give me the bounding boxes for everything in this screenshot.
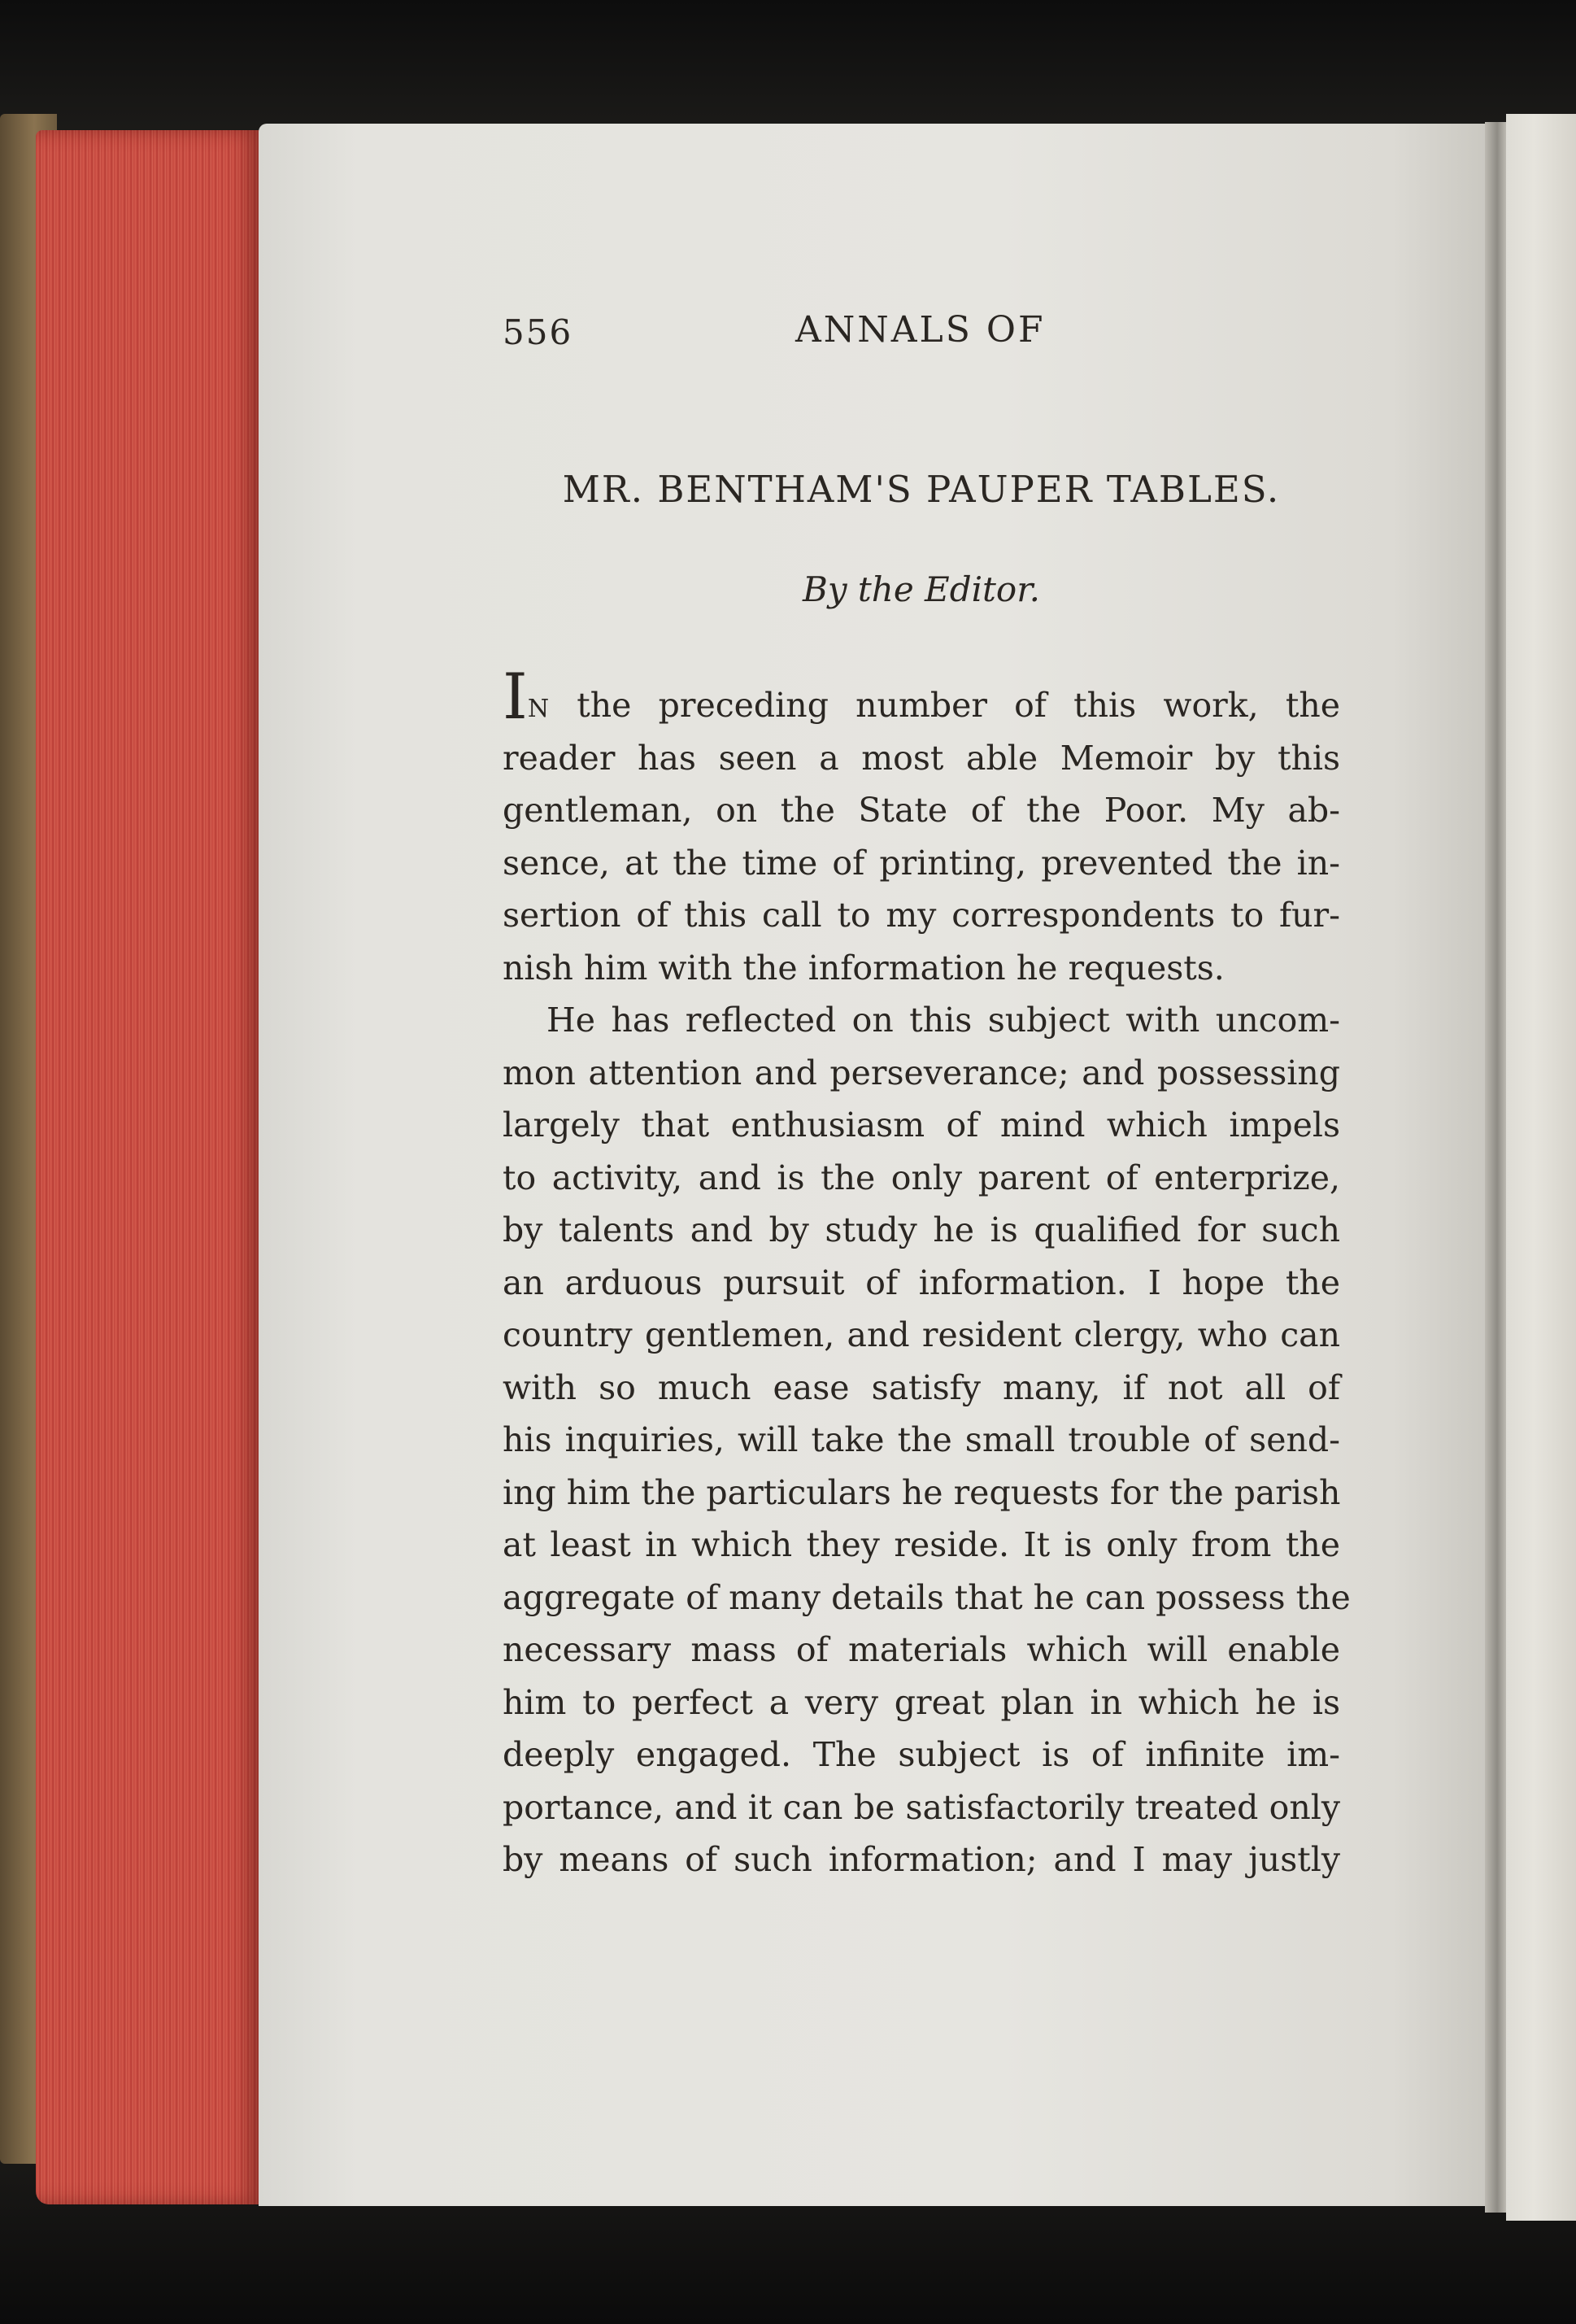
paragraph-1-line: reader has seen a most able Memoir by this <box>503 738 1340 778</box>
article-heading: MR. BENTHAM'S PAUPER TABLES. <box>562 468 1281 511</box>
page-number: 556 <box>503 312 573 352</box>
paragraph-1-line: sence, at the time of printing, prevented the in- <box>503 843 1340 883</box>
paragraph-2-line: by means of such information; and I may justly <box>503 1840 1340 1879</box>
running-head <box>503 309 1340 358</box>
running-title: ANNALS OF <box>795 309 1046 351</box>
paragraph-2-line: aggregate of many details that he can possess the <box>503 1577 1351 1617</box>
paragraph-2-line: mon attention and perseverance; and possessing <box>503 1053 1340 1092</box>
paragraph-2-line: him to perfect a very great plan in which he is <box>503 1682 1340 1722</box>
paragraph-2-line: at least in which they reside. It is only from the <box>503 1525 1340 1564</box>
background-top <box>0 0 1576 138</box>
facing-page-edge <box>1506 114 1576 2221</box>
paragraph-2-line: deeply engaged. The subject is of infinite im- <box>503 1735 1340 1774</box>
paragraph-1-line-1: IN the preceding number of this work, the <box>503 661 1340 734</box>
paragraph-2-line: necessary mass of materials which will enable <box>503 1630 1340 1669</box>
paragraph-2-line: country gentlemen, and resident clergy, who can <box>503 1315 1340 1354</box>
paragraph-2-line: with so much ease satisfy many, if not all of <box>503 1367 1340 1407</box>
paragraph-1-line: nish him with the information he requests. <box>503 948 1225 988</box>
paragraph-2-line: portance, and it can be satisfactorily treated only <box>503 1787 1340 1827</box>
drop-cap: I <box>503 661 528 734</box>
paragraph-1-line: gentleman, on the State of the Poor. My ab- <box>503 791 1340 830</box>
small-caps: N <box>527 695 551 723</box>
paragraph-1-line: sertion of this call to my correspondents to fur- <box>503 896 1340 935</box>
paragraph-2-line: an arduous pursuit of information. I hope the <box>503 1262 1340 1302</box>
red-page-edges <box>36 130 263 2204</box>
article-body <box>503 661 1351 1886</box>
paragraph-2-line: largely that enthusiasm of mind which impels <box>503 1105 1340 1145</box>
paragraph-2-line: to activity, and is the only parent of enterprize, <box>503 1158 1340 1197</box>
paragraph-2-line: his inquiries, will take the small trouble of send- <box>503 1420 1340 1459</box>
paragraph-2-line: He has reflected on this subject with uncom- <box>546 1001 1340 1040</box>
paragraph-2-line: by talents and by study he is qualified for such <box>503 1210 1340 1249</box>
paragraph-2-line: ing him the particulars he requests for the parish <box>503 1472 1341 1512</box>
article-byline: By the Editor. <box>802 569 1041 609</box>
